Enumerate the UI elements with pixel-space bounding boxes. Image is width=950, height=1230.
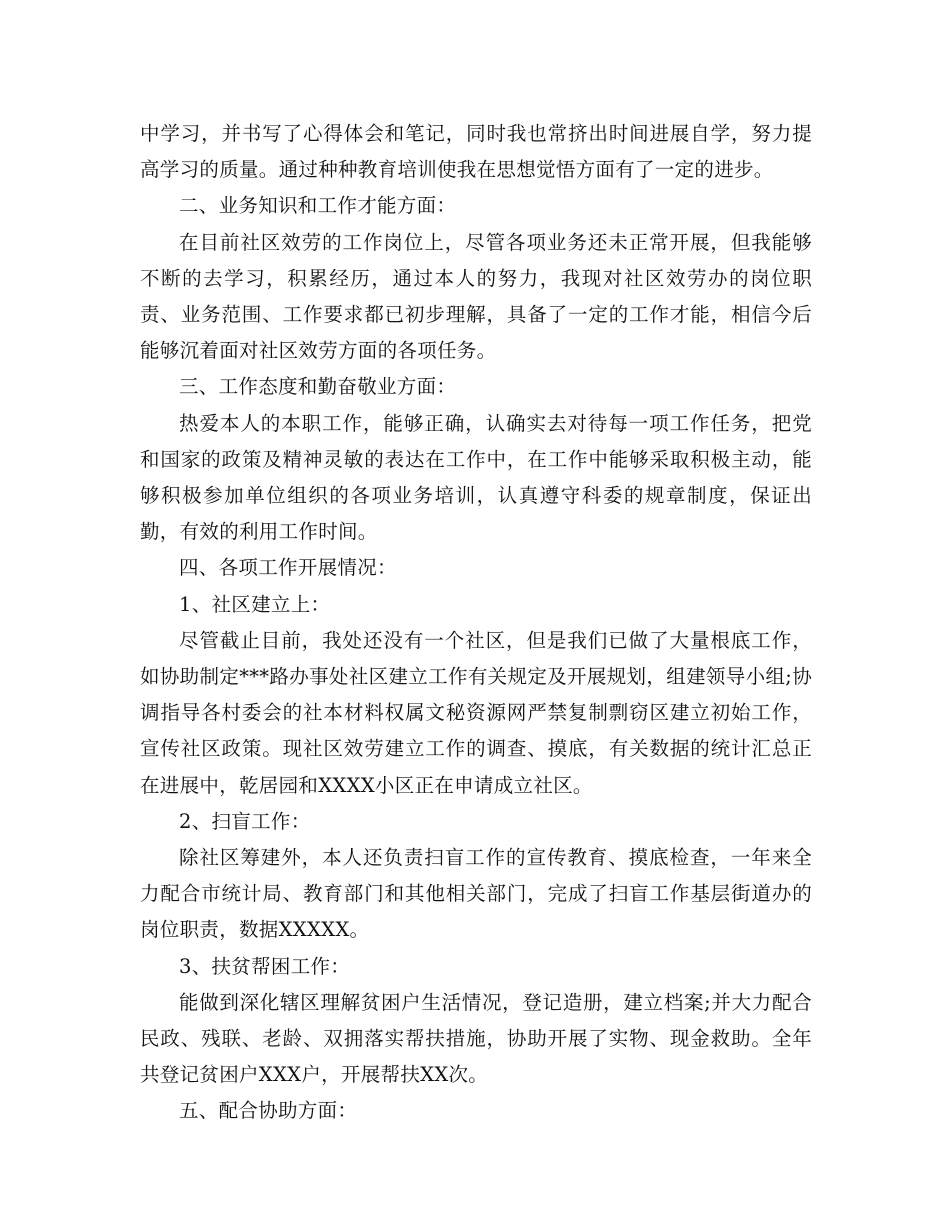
subheading-literacy: 2、扫盲工作： (179, 809, 311, 833)
heading-work-progress: 四、各项工作开展情况： (179, 556, 397, 580)
paragraph-work-attitude: 热爱本人的本职工作，能够正确，认确实去对待每一项工作任务，把党和国家的政策及精神灵敏的表达在工作中，在工作中能够采取积极主动，能够积极参加单位组织的各项业务培训，认真遵守科委的规章制度，保证出勤，有效的利用工作时间。 (140, 411, 812, 544)
document-body (140, 116, 812, 1130)
paragraph-study: 中学习，并书写了心得体会和笔记，同时我也常挤出时间进展自学，努力提高学习的质量。通过种种教育培训使我在思想觉悟方面有了一定的进步。 (140, 122, 812, 182)
paragraph-poverty-relief: 能做到深化辖区理解贫困户生活情况，登记造册，建立档案;并大力配合民政、残联、老龄、双拥落实帮扶措施，协助开展了实物、现金救助。全年共登记贫困户XXX户，开展帮扶XX次。 (140, 990, 812, 1087)
subheading-community-building: 1、社区建立上： (179, 592, 331, 616)
subheading-poverty-relief: 3、扶贫帮困工作： (179, 954, 351, 978)
heading-work-attitude: 三、工作态度和勤奋敬业方面： (179, 375, 457, 399)
paragraph-community-building: 尽管截止目前，我处还没有一个社区，但是我们已做了大量根底工作，如协助制定***路办事处社区建立工作有关规定及开展规划，组建领导小组;协调指导各村委会的社本材料权属文秘资源网严禁复制剽窃区建立初始工作，宣传社区政策。现社区效劳建立工作的调查、摸底，有关数据的统计汇总正在进展中，乾居园和XXXX小区正在申请成立社区。 (140, 628, 812, 797)
paragraph-business-knowledge: 在目前社区效劳的工作岗位上，尽管各项业务还未正常开展，但我能够不断的去学习，积累经历，通过本人的努力，我现对社区效劳办的岗位职责、业务范围、工作要求都已初步理解，具备了一定的工作才能，相信今后能够沉着面对社区效劳方面的各项任务。 (140, 230, 812, 363)
heading-cooperation: 五、配合协助方面： (179, 1099, 358, 1123)
heading-business-knowledge: 二、业务知识和工作才能方面： (179, 194, 457, 218)
paragraph-literacy: 除社区筹建外，本人还负责扫盲工作的宣传教育、摸底检查，一年来全力配合市统计局、教育部门和其他相关部门，完成了扫盲工作基层街道办的岗位职责，数据XXXXX。 (140, 846, 812, 942)
